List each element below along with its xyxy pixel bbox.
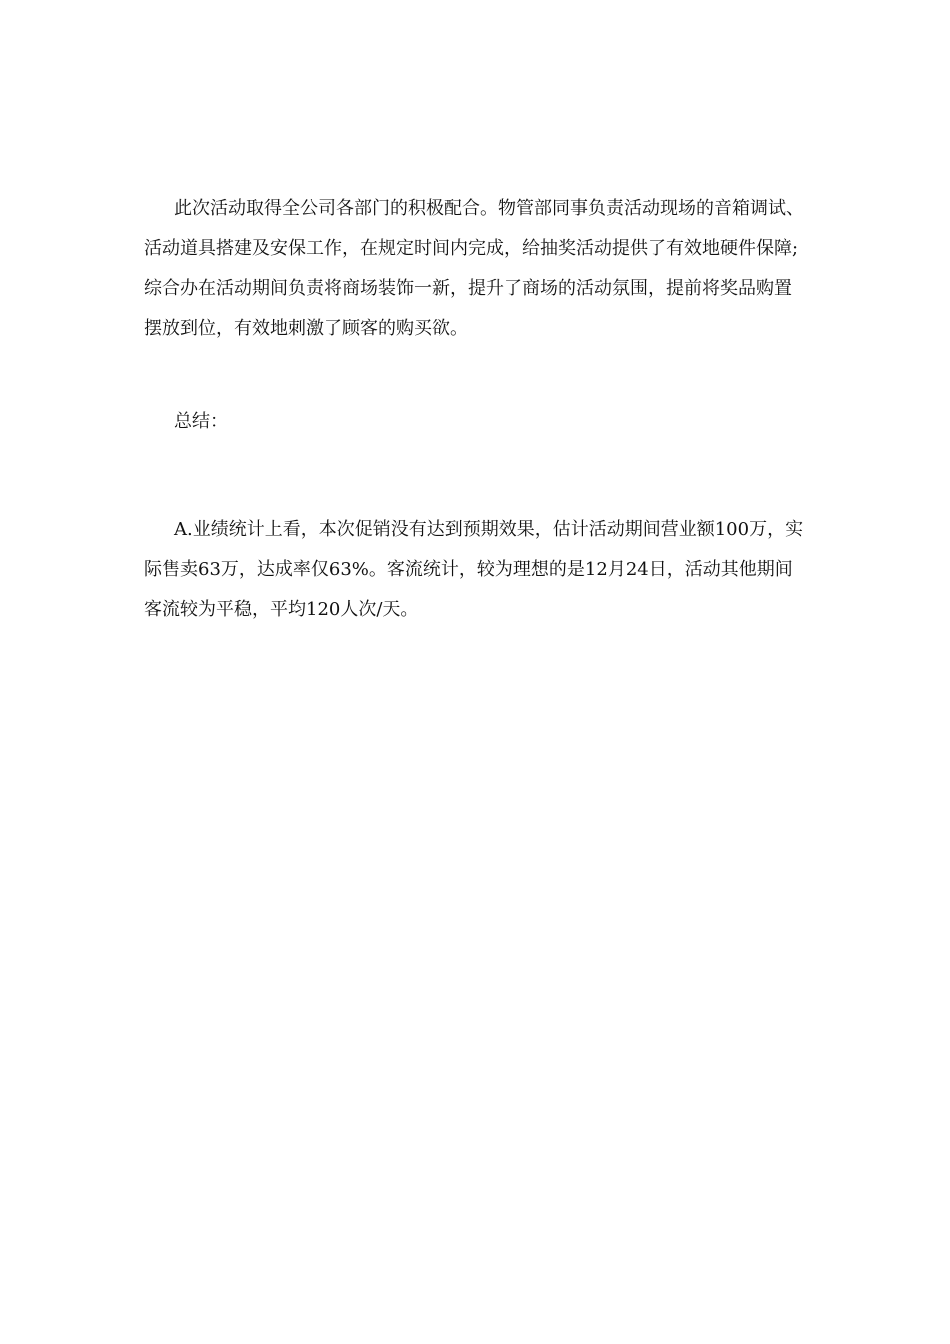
paragraph-department-cooperation: 此次活动取得全公司各部门的积极配合。物管部同事负责活动现场的音箱调试、活动道具搭建及安保工作，在规定时间内完成，给抽奖活动提供了有效地硬件保障;综合办在活动期间负责将商场装饰一新，提升了商场的活动氛围，提前将奖品购置摆放到位，有效地刺激了顾客的购买欲。 <box>144 198 804 339</box>
summary-heading: 总结： <box>174 411 228 432</box>
paragraph-performance-statistics: A.业绩统计上看，本次促销没有达到预期效果，估计活动期间营业额100万，实际售卖63万，达成率仅63%。客流统计，较为理想的是12月24日，活动其他期间客流较为平稳，平均120人次/天。 <box>144 519 804 620</box>
